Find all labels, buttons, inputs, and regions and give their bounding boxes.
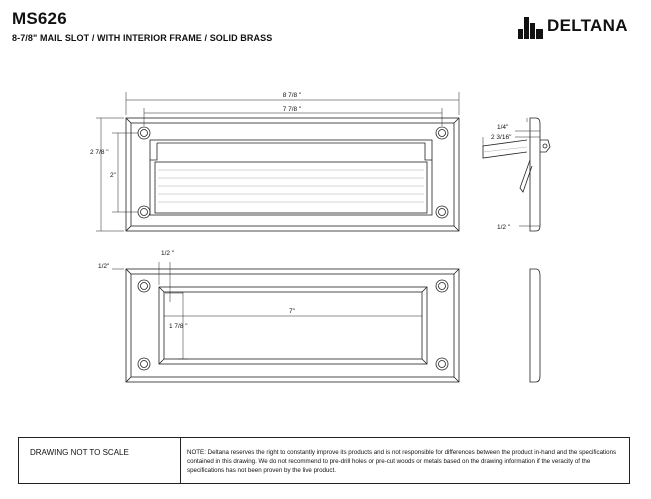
front-plate-inner	[131, 123, 454, 226]
screw-hole	[436, 280, 448, 292]
product-description: 8-7/8" MAIL SLOT / WITH INTERIOR FRAME / SOLID BRASS	[12, 33, 273, 43]
flap-outer	[150, 140, 432, 215]
interior-view	[112, 262, 540, 382]
screw-hole	[138, 358, 150, 370]
brand-name: DELTANA	[547, 16, 628, 35]
flap-inner	[155, 162, 427, 213]
dim-overall-height: 2 7/8 "	[90, 149, 109, 156]
dim-edge-offset: 1/2"	[98, 263, 110, 270]
footer-scale-cell	[19, 438, 181, 483]
dim-thickness: 1/4"	[497, 124, 509, 131]
interior-side-profile	[530, 269, 540, 382]
dim-side-bottom: 1/2 "	[497, 224, 511, 231]
screw-hole	[436, 127, 448, 139]
dim-hole-height: 2"	[110, 172, 116, 179]
dim-opening-width: 7"	[289, 308, 295, 315]
disclaimer-note: NOTE: Deltana reserves the right to constantly improve its products and is not responsible for differences between the product in-hand and the specifications contained in this drawing. We do not recommend to pre-drill holes or pre-cut woods or metals based on the drawing information if the veracity of the specifications has not been proven by the live product.	[187, 449, 617, 474]
screw-hole	[436, 358, 448, 370]
front-plate-outer	[126, 118, 459, 231]
front-view	[96, 92, 459, 231]
opening-inner	[164, 292, 422, 359]
dim-hole-spacing: 7 7/8 "	[282, 106, 302, 113]
scale-note: DRAWING NOT TO SCALE	[30, 448, 129, 457]
model-number: MS626	[12, 9, 67, 28]
dim-opening-height: 1 7/8 "	[169, 323, 188, 330]
screw-hole	[436, 206, 448, 218]
screw-hole	[138, 280, 150, 292]
footer-box	[18, 437, 630, 484]
dim-overall-width: 8 7/8 "	[282, 92, 302, 99]
opening-outer	[159, 287, 427, 364]
screw-hole	[138, 206, 150, 218]
dim-depth: 2 3/16"	[491, 134, 512, 141]
dim-hole-offset: 1/2 "	[161, 250, 175, 257]
screw-hole	[138, 127, 150, 139]
